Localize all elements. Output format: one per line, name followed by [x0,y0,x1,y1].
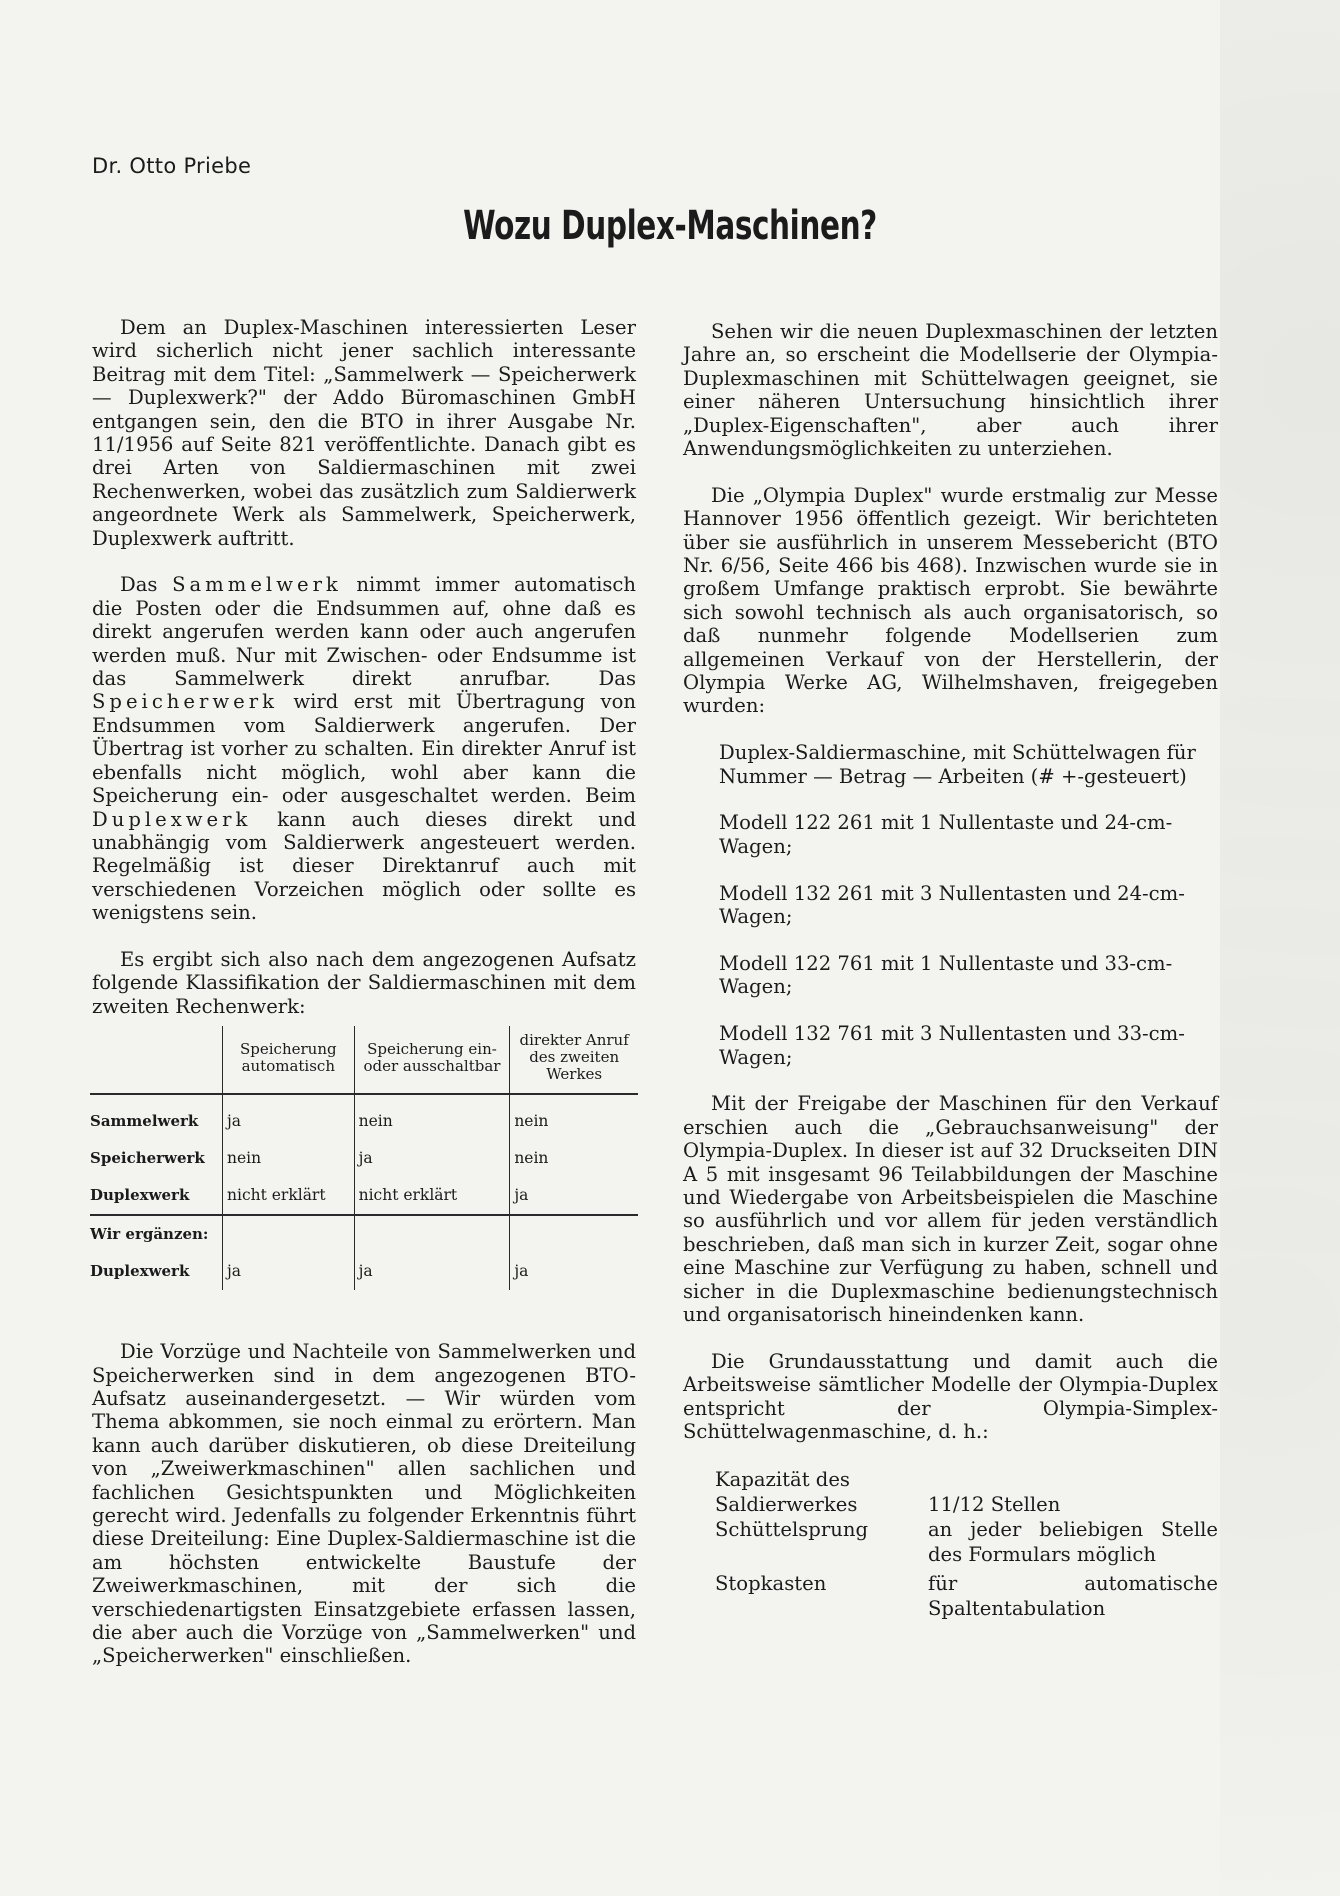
left-column [92,316,636,1691]
spec-key: Kapazität des [715,1467,850,1491]
table-cell: ja [354,1253,510,1290]
paper-texture [1220,0,1340,1896]
spec-list [715,1467,1218,1621]
spec-row [715,1517,1218,1567]
spec-key: Saldierwerkes [715,1492,858,1516]
model-item: Modell 122 761 mit 1 Nullentaste und 33-cm-Wagen; [719,951,1173,999]
spec-value: 11/12 Stellen [928,1492,1061,1516]
table-row [90,1094,638,1140]
table-row [90,1140,638,1177]
table-cell: nicht erklärt [223,1177,355,1215]
table-cell: nein [223,1140,355,1177]
table-cell [510,1215,638,1253]
spec-key: Stopkasten [715,1571,827,1595]
table-cell [223,1215,355,1253]
table-row [90,1177,638,1215]
table-cell: ja [510,1253,638,1290]
paragraph [92,573,636,924]
model-item: Modell 132 261 mit 3 Nullentasten und 24-cm-Wagen; [719,881,1185,929]
spec-key: Schüttelsprung [715,1517,868,1541]
row-label: Sammelwerk [90,1111,199,1130]
spec-value [928,1467,1218,1492]
row-label: Speicherwerk [90,1148,205,1167]
spec-row [715,1492,1218,1517]
term-duplexwerk: Duplexwerk [92,807,252,831]
article-title: Wozu Duplex-Maschinen? [463,203,877,249]
model-item: Modell 132 761 mit 3 Nullentasten und 33-cm-Wagen; [719,1022,1185,1069]
column-header: direkter Anruf des zweiten Werkes [510,1026,638,1094]
table-corner [90,1026,223,1094]
spec-value: für automatische Spaltentabulation [928,1571,1218,1620]
table-cell: ja [354,1140,510,1177]
table-cell [354,1215,510,1253]
table-row [90,1215,638,1253]
paragraph: Dem an Duplex-Maschinen interessierten Leser wird sicherlich nicht jener sachlich interessante Beitrag mit dem Titel: „Sammelwerk — Speicherwerk — Duplexwerk?" der Addo Büromaschinen GmbH entgangen sein, den die BTO in ihrer Ausgabe Nr. 11/1956 auf Seite 821 veröffentlichte. Danach gibt es drei Arten von Saldiermaschinen mit zwei Rechenwerken, wobei das zusätzlich zum Saldierwerk angeordnete Werk als Sammelwerk, Speicherwerk, Duplexwerk auftritt. [92,316,636,550]
text-run: nimmt immer automatisch die Posten oder die Endsummen auf, ohne daß es direkt angerufen werden kann oder auch angerufen werden muß. Nur mit Zwischen- oder Endsumme ist das Sammelwerk direkt anrufbar. Das [92,573,636,691]
row-label: Duplexwerk [90,1261,190,1280]
paragraph: Die Grundausstattung und damit auch die Arbeitsweise sämtlicher Modelle der Olympia-Duplex entspricht der Olympia-Simplex-Schüttelwagenmaschine, d. h.: [683,1349,1218,1443]
table-cell: ja [223,1094,355,1140]
paragraph: Die Vorzüge und Nachteile von Sammelwerken und Speicherwerken sind in dem angezogenen BTO-Aufsatz auseinandergesetzt. — Wir würden vom Thema abkommen, sie noch einmal zu erörtern. Man kann auch darüber diskutieren, ob diese Dreiteilung von „Zweiwerkmaschinen" allen sachlichen und fachlichen Gesichtspunkten und Möglichkeiten gerecht wird. Jedenfalls zu folgender Erkenntnis führt diese Dreiteilung: Eine Duplex-Saldiermaschine ist die am höchsten entwickelte Baustufe der Zweiwerkmaschinen, mit der sich die verschiedenartigsten Einsatzgebiete erfassen lassen, die aber auch die Vorzüge von „Sammelwerken" und „Speicherwerken" einschließen. [92,1340,636,1668]
spec-row [715,1467,1218,1492]
table-cell: ja [510,1177,638,1215]
paragraph: Die „Olympia Duplex" wurde erstmalig zur Messe Hannover 1956 öffentlich gezeigt. Wir berichteten über sie ausführlich in unserem Messebericht (BTO Nr. 6/56, Seite 466 bis 468). Inzwischen wurde sie in großem Umfange praktisch erprobt. Sie bewährte sich sowohl technisch als auch organisatorisch, so daß nunmehr folgende Modellserien zum allgemeinen Verkauf von der Herstellerin, der Olympia Werke AG, Wilhelmshaven, freigegeben wurden: [683,483,1218,718]
column-header: Speicherung automatisch [223,1026,355,1094]
classification-table [92,1026,636,1290]
table-cell: nicht erklärt [354,1177,510,1215]
spec-value: an jeder beliebigen Stelle des Formulars möglich [928,1517,1218,1566]
model-list [719,741,1218,1069]
right-column [683,320,1218,1621]
paragraph: Mit der Freigabe der Maschinen für den Verkauf erschien auch die „Gebrauchsanweisung" der Olympia-Duplex. In dieser ist auf 32 Druckseiten DIN A 5 mit insgesamt 96 Teilabbildungen der Maschine und Wiedergabe von Arbeitsbeispielen die Maschine so ausführlich und vor allem für jeden verständlich beschrieben, daß man sich in kurzer Zeit, sogar ohne eine Maschine zur Verfügung zu haben, schnell und sicher in die Duplexmaschine bedienungstechnisch und organisatorisch hineindenken kann. [683,1092,1218,1326]
table-cell: nein [510,1094,638,1140]
term-sammelwerk: Sammelwerk [172,573,342,597]
row-label: Duplexwerk [90,1177,223,1215]
table-cell: nein [510,1140,638,1177]
table-cell: ja [223,1253,355,1290]
paragraph: Sehen wir die neuen Duplexmaschinen der letzten Jahre an, so erscheint die Modellserie der Olympia-Duplexmaschinen mit Schüttelwagen geeignet, sie einer näheren Untersuchung hinsichtlich ihrer „Duplex-Eigenschaften", aber auch ihrer Anwendungsmöglichkeiten zu unterziehen. [683,320,1218,461]
text-run: Das [120,573,173,597]
text-run: wird erst mit Übertragung von Endsummen vom Saldierwerk angerufen. Der Übertrag ist vorher zu schalten. Ein direkter Anruf ist ebenfalls nicht möglich, wohl aber kann die Speicherung ein- oder ausgeschaltet werden. Beim [92,690,636,808]
term-speicherwerk: Speicherwerk [92,690,278,714]
model-item: Duplex-Saldiermaschine, mit Schüttelwagen für Nummer — Betrag — Arbeiten (# +-gesteuert) [719,741,1196,788]
spec-row [715,1571,1218,1621]
model-item: Modell 122 261 mit 1 Nullentaste und 24-cm-Wagen; [719,811,1173,858]
addition-label: Wir ergänzen: [90,1224,209,1243]
paragraph: Es ergibt sich also nach dem angezogenen Aufsatz folgende Klassifikation der Saldiermaschinen mit dem zweiten Rechenwerk: [92,947,636,1018]
table-row [90,1253,638,1290]
column-header: Speicherung ein- oder ausschaltbar [354,1026,510,1094]
author-name: Dr. Otto Priebe [92,154,252,178]
table-cell: nein [354,1094,510,1140]
text-run: kann auch dieses direkt und unabhängig vom Saldierwerk angesteuert werden. Regelmäßig ist dieser Direktanruf auch mit verschiedenen Vorzeichen möglich oder sollte es wenigstens sein. [92,807,636,925]
